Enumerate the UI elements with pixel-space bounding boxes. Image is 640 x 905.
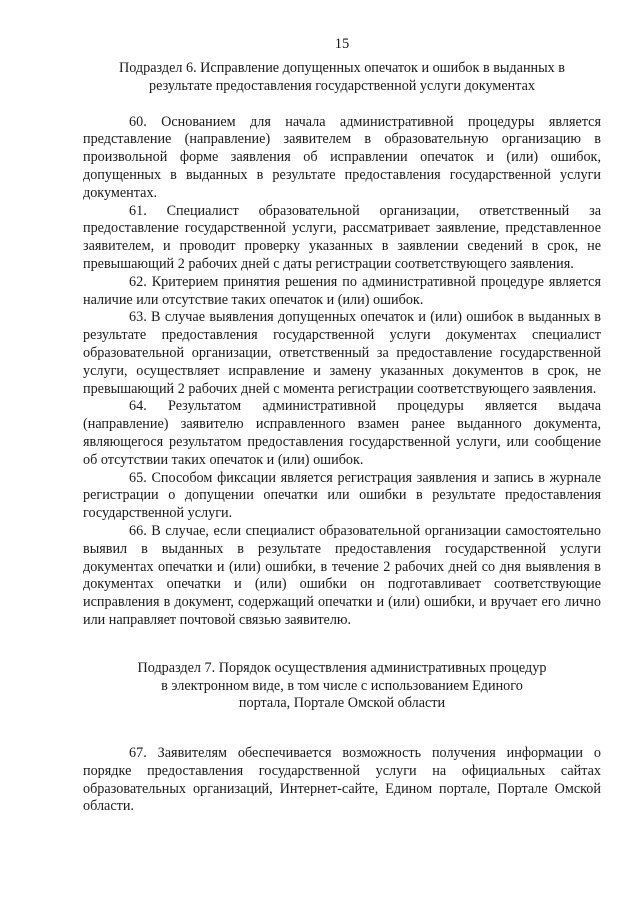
paragraph-62: 62. Критерием принятия решения по административной процедуре является наличие или отсутствие таких опечаток и (или) ошибок. (83, 273, 601, 308)
page-number: 15 (334, 36, 350, 52)
heading-line: в электронном виде, в том числе с использованием Единого (161, 677, 523, 694)
heading-line: результате предоставления государственной услуги документах (149, 77, 535, 94)
paragraph-60: 60. Основанием для начала административной процедуры является представление (направление) заявителем в образовательную организацию в произвольной форме заявления об исправлении опечаток и (или) ошибок, допущенных в выданных в результате предоставления государственной услуги документах. (83, 113, 601, 201)
paragraph-65: 65. Способом фиксации является регистрация заявления и запись в журнале регистрации о допущении опечатки или ошибки в результате предоставления государственной услуги. (83, 469, 601, 522)
paragraph-67: 67. Заявителям обеспечивается возможность получения информации о порядке предоставления государственной услуги на официальных сайтах образовательных организаций, Интернет-сайте, Едином портале, Портале Омской области. (83, 745, 601, 815)
paragraph-66: 66. В случае, если специалист образовательной организации самостоятельно выявил в выданных в результате предоставления государственной услуги документах опечатки и (или) ошибки, в течение 2 рабочих дней со дня выявления в документах опечатки и (или) ошибки он подготавливает соответствующие исправления в документ, содержащий опечатки и (или) ошибки, и вручает его лично или направляет почтовой связью заявителю. (83, 522, 601, 628)
heading-line: портала, Портале Омской области (238, 695, 446, 712)
heading-line: Подраздел 6. Исправление допущенных опечаток и ошибок в выданных в (118, 60, 566, 76)
subsection-7-heading (83, 660, 601, 713)
heading-line: Подраздел 7. Порядок осуществления административных процедур (137, 659, 547, 676)
document-page (83, 0, 601, 816)
subsection-6-heading (83, 60, 601, 96)
paragraph-63: 63. В случае выявления допущенных опечаток и (или) ошибок в выданных в результате предоставления государственной услуги документах специалист образовательной организации, ответственный за предоставление государственной услуги, осуществляет исправление и замену указанных документов в срок, не превышающий 2 рабочих дней с момента регистрации соответствующего заявления. (83, 309, 601, 397)
paragraph-61: 61. Специалист образовательной организации, ответственный за предоставление государственной услуги, рассматривает заявление, представленное заявителем, и проводит проверку указанных в заявлении сведений в срок, не превышающий 2 рабочих дней с даты регистрации соответствующего заявления. (83, 202, 601, 272)
paragraph-64: 64. Результатом административной процедуры является выдача (направление) заявителю исправленного взамен ранее выданного документа, являющегося результатом предоставления государственной услуги, или сообщение об отсутствии таких опечаток и (или) ошибок. (83, 398, 601, 468)
